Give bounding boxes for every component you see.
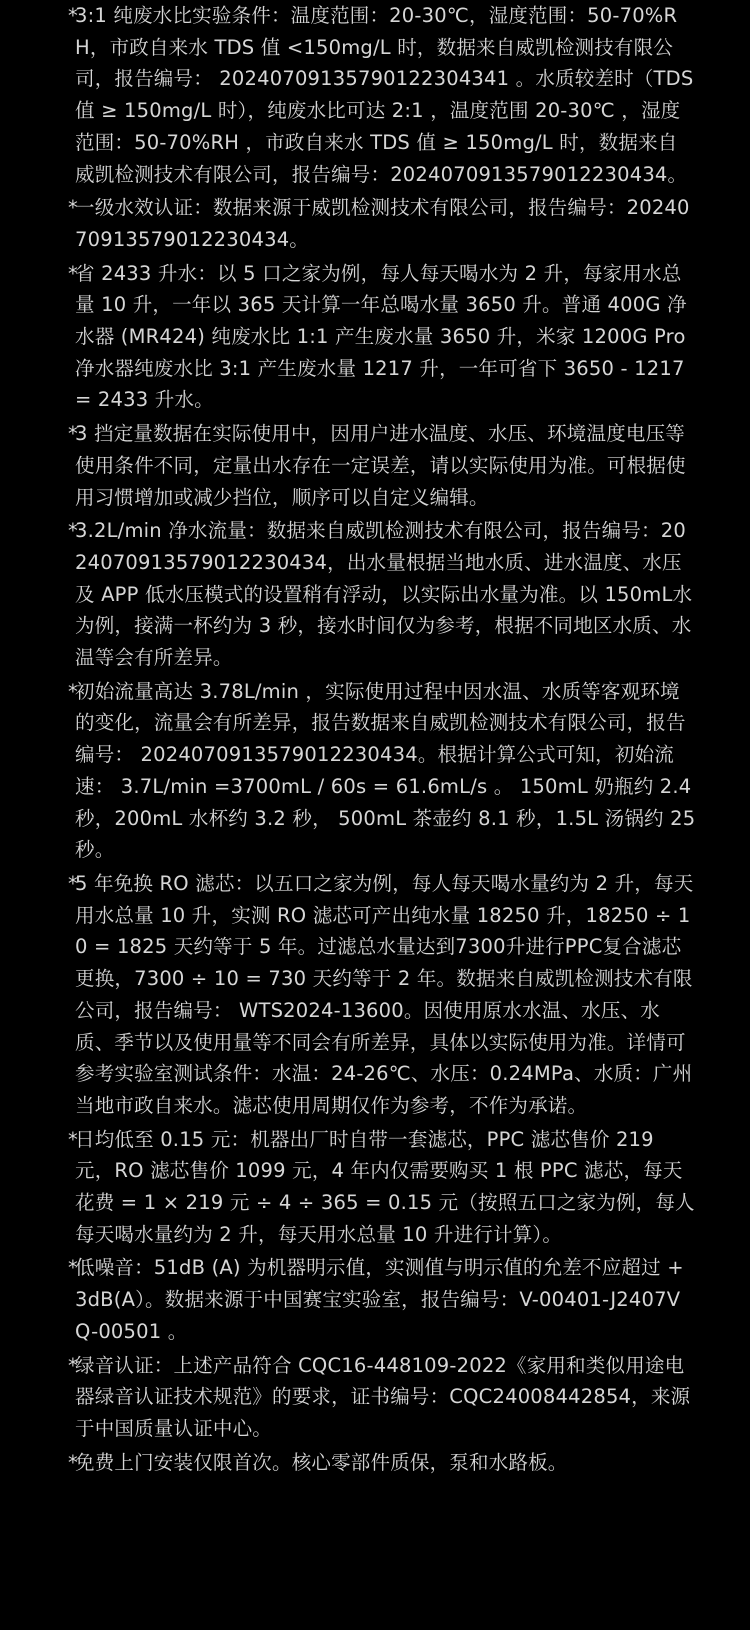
footnote-item xyxy=(68,1124,696,1251)
footnote-text: 免费上门安装仅限首次。核心零部件质保，泵和水路板。 xyxy=(75,1450,568,1474)
footnote-item xyxy=(68,1447,696,1479)
footnote-text: 5 年免换 RO 滤芯：以五口之家为例，每人每天喝水量约为 2 升，每天用水总量 10 升，实测 RO 滤芯可产出纯水量 18250 升，18250 ÷ 10 = 1825 天约等于 5 年。过滤总水量达到7300升进行PPC复合滤芯更换，7300 ÷ 10 = 730 天约等于 2 年。数据来自威凯检测技术有限公司，报告编号： WTS2024-13600。因使用原水水温、水压、水质、季节以及使用量等不同会有所差异，具体以实际使用为准。详情可参考实验室测试条件：水温：24-26℃、水压：0.24MPa、水质：广州当地市政自来水。滤芯使用周期仅作为参考，不作为承诺。 xyxy=(75,871,694,1117)
footnote-marker: * xyxy=(68,1127,78,1151)
footnote-item xyxy=(68,258,696,417)
footnote-item xyxy=(68,1252,696,1347)
footnote-marker: * xyxy=(68,1353,78,1377)
footnote-text: 一级水效认证：数据来源于威凯检测技术有限公司，报告编号：202407091357901223043​4。 xyxy=(75,196,690,251)
footnote-text: 3.2L/min 净水流量：数据来自威凯检测技术有限公司，报告编号：202407091357901223043​4，出水量根据当地水质、进水温度、水压及 APP 低水压模式的设置稍有浮动，以实际出水量为准。以 150mL水为例，接满一杯约为 3 秒，接水时间仅为参考，根据不同地区水质、水温等会有所差异。 xyxy=(75,519,693,670)
footnote-text: 初始流量高达 3.78L/min ，实际使用过程中因水温、水质等客观环境的变化，流量会有所差异，报告数据来自威凯检测技术有限公司，报告编号： 202407091357901223043​4。根据计算公式可知，初始流速： 3.7L/min =3700mL / 60s = 61.6mL/s 。 150mL 奶瓶约 2.4 秒，200mL 水杯约 3.2 秒， 500mL 茶壶约 8.1 秒，1.5L 汤锅约 25秒。 xyxy=(75,679,696,862)
footnote-text: 低噪音：51dB (A) 为机器明示值，实测值与明示值的允差不应超过 +3dB(A）。数据来源于中国赛宝实验室，报告编号：V-00401-J2407VQ-00501 。 xyxy=(75,1256,684,1343)
footnote-marker: * xyxy=(68,196,78,220)
footnote-item xyxy=(68,192,696,255)
footnote-marker: * xyxy=(68,4,78,27)
footnote-text: 绿音认证：上述产品符合 CQC16-448109-2022《家用和类似用途电器绿音认证技术规范》的要求，证书编号：CQC24008442854，来源于中国质量认证中心。 xyxy=(75,1353,691,1440)
footnote-marker: * xyxy=(68,422,78,446)
footnote-marker: * xyxy=(68,261,78,285)
footnote-text: 省 2433 升水：以 5 口之家为例，每人每天喝水为 2 升，每家用水总量 10 升，一年以 365 天计算一年总喝水量 3650 升。普通 400G 净水器 (MR424) 纯废水比 1:1 产生废水量 3650 升，米家 1200G Pro 净水器纯废水比 3:1 产生废水量 1217 升，一年可省下 3650 - 1217 = 2433 升水。 xyxy=(75,261,687,412)
footnote-item xyxy=(68,515,696,674)
footnote-text: 3 挡定量数据在实际使用中，因用户进水温度、水压、环境温度电压等使用条件不同，定量出水存在一定误差，请以实际使用为准。可根据使用习惯增加或减少挡位，顺序可以自定义编辑。 xyxy=(75,422,686,509)
footnote-text: 日均低至 0.15 元：机器出厂时自带一套滤芯，PPC 滤芯售价 219 元，RO 滤芯售价 1099 元，4 年内仅需要购买 1 根 PPC 滤芯，每天花费 = 1 × 219 元 ÷ 4 ÷ 365 = 0.15 元（按照五口之家为例，每人每天喝水量约为 2 升，每天用水总量 10 升进行计算）。 xyxy=(75,1127,695,1246)
footnote-marker: * xyxy=(68,1256,78,1280)
footnote-marker: * xyxy=(68,1450,78,1474)
footnote-item xyxy=(68,418,696,513)
footnote-item xyxy=(68,1350,696,1445)
footnote-text: 3:1 纯废水比实验条件：温度范围：20-30℃，湿度范围：50-70%RH，市政自来水 TDS 值 <150mg/L 时，数据来自威凯检测技有限公司，报告编号： 20240709135790122304341 。水质较差时（TDS 值 ≥ 150mg/L 时），纯废水比可达 2:1 ，温度范围 20-30℃ ，湿度范围：50-70%RH ，市政自来水 TDS 值 ≥ 150mg/L 时，数据来自威凯检测技术有限公司，报告编号：202407091357901223043​4。 xyxy=(75,4,694,186)
footnote-list xyxy=(68,0,696,1480)
footnote-marker: * xyxy=(68,871,78,895)
footnote-item xyxy=(68,0,696,190)
footnote-item xyxy=(68,676,696,866)
footnote-marker: * xyxy=(68,519,78,543)
footnote-marker: * xyxy=(68,679,78,703)
footnote-item xyxy=(68,868,696,1122)
